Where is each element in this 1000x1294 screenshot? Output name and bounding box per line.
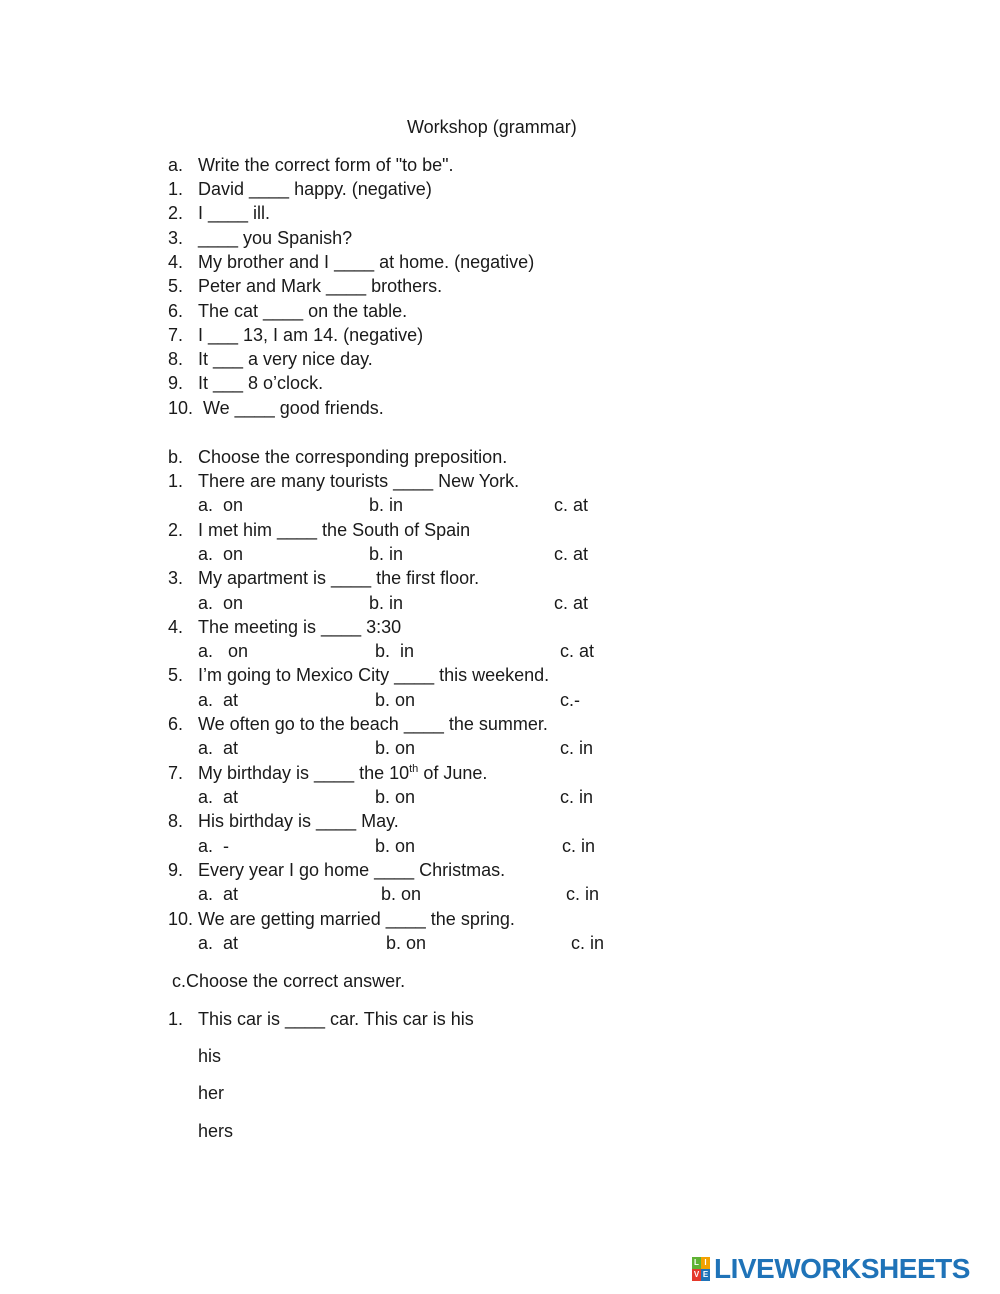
a-item-text: I ____ ill. <box>198 203 271 223</box>
answer-choice[interactable]: her <box>198 1083 225 1103</box>
option-c[interactable]: c. at <box>560 641 595 661</box>
b-item-num: 8. <box>168 811 184 831</box>
option-a[interactable]: a. - <box>198 836 230 856</box>
logo-text: LIVEWORKSHEETS <box>714 1253 970 1284</box>
ordinal-suffix: th <box>409 763 419 775</box>
a-item-num: 4. <box>168 252 184 272</box>
a-item-num: 9. <box>168 373 184 393</box>
a-item-num: 6. <box>168 301 184 321</box>
option-a[interactable]: a. on <box>198 593 244 613</box>
liveworksheets-logo[interactable] <box>692 1253 970 1284</box>
b-item-text: I met him ____ the South of Spain <box>198 520 471 540</box>
option-b[interactable]: b. on <box>375 690 416 710</box>
logo-tile: E <box>702 1270 709 1279</box>
b-item-num: 2. <box>168 520 184 540</box>
section-b-instruction: Choose the corresponding preposition. <box>198 447 508 467</box>
option-c[interactable]: c. in <box>562 836 596 856</box>
option-a[interactable]: a. at <box>198 884 239 904</box>
b-item-num: 4. <box>168 617 184 637</box>
option-c[interactable]: c. at <box>554 495 589 515</box>
a-item-text: The cat ____ on the table. <box>198 301 408 321</box>
option-b[interactable]: b. on <box>381 884 422 904</box>
page-title: Workshop (grammar) <box>407 117 577 137</box>
b-item-num: 1. <box>168 471 184 491</box>
a-item-text: My brother and I ____ at home. (negative) <box>198 252 535 272</box>
option-c[interactable]: c. in <box>566 884 600 904</box>
a-item-num: 8. <box>168 349 184 369</box>
option-a[interactable]: a. at <box>198 933 239 953</box>
a-item-text: Peter and Mark ____ brothers. <box>198 276 443 296</box>
logo-tile: L <box>692 1257 701 1269</box>
b-item-text: I’m going to Mexico City ____ this weekend. <box>198 665 550 685</box>
option-c[interactable]: c. at <box>554 544 589 564</box>
section-c-instruction: c.Choose the correct answer. <box>172 971 406 991</box>
b-item-text: We are getting married ____ the spring. <box>198 909 515 929</box>
a-item-text: It ___ 8 o’clock. <box>198 373 324 393</box>
b-item-num: 3. <box>168 568 184 588</box>
c-item-text: This car is ____ car. This car is his <box>198 1009 474 1029</box>
b-item-text: His birthday is ____ May. <box>198 811 399 831</box>
liveworksheets-logo-icon <box>692 1257 710 1281</box>
a-item-num: 2. <box>168 203 184 223</box>
option-b[interactable]: b. on <box>375 836 416 856</box>
b-item-num: 7. <box>168 763 184 783</box>
a-item-num: 5. <box>168 276 184 296</box>
option-a[interactable]: a. on <box>198 495 244 515</box>
b-item-text: There are many tourists ____ New York. <box>198 471 520 491</box>
option-a[interactable]: a. on <box>198 544 244 564</box>
a-item-num: 10. <box>168 398 194 418</box>
option-b[interactable]: b. on <box>375 738 416 758</box>
option-a[interactable]: a. at <box>198 690 239 710</box>
option-b[interactable]: b. in <box>369 495 404 515</box>
a-item-text: David ____ happy. (negative) <box>198 179 432 199</box>
b-item-text: My apartment is ____ the first floor. <box>198 568 480 588</box>
b-item-text-after: of June. <box>418 763 488 783</box>
option-b[interactable]: b. in <box>375 641 415 661</box>
a-item-num: 7. <box>168 325 184 345</box>
b-item-text: Every year I go home ____ Christmas. <box>198 860 506 880</box>
option-c[interactable]: c.- <box>560 690 580 710</box>
b-item-text-before: My birthday is ____ the 10 <box>198 763 410 783</box>
b-item-num: 6. <box>168 714 184 734</box>
a-item-text: It ___ a very nice day. <box>198 349 373 369</box>
a-item-text: We ____ good friends. <box>198 398 384 418</box>
a-item-text: ____ you Spanish? <box>198 228 353 248</box>
section-a-marker: a. <box>168 155 184 175</box>
b-item-text: We often go to the beach ____ the summer. <box>198 714 548 734</box>
option-b[interactable]: b. on <box>386 933 427 953</box>
option-b[interactable]: b. in <box>369 544 404 564</box>
option-c[interactable]: c. at <box>554 593 589 613</box>
answer-choice[interactable]: his <box>198 1046 222 1066</box>
option-c[interactable]: c. in <box>560 787 594 807</box>
section-b-marker: b. <box>168 447 184 467</box>
option-b[interactable]: b. on <box>375 787 416 807</box>
c-item-num: 1. <box>168 1009 184 1029</box>
a-item-num: 3. <box>168 228 184 248</box>
option-c[interactable]: c. in <box>560 738 594 758</box>
option-b[interactable]: b. in <box>369 593 404 613</box>
b-item-text <box>198 762 487 784</box>
b-item-text: The meeting is ____ 3:30 <box>198 617 402 637</box>
option-a[interactable]: a. at <box>198 738 239 758</box>
section-a-instruction: Write the correct form of "to be". <box>198 155 454 175</box>
option-a[interactable]: a. on <box>198 641 249 661</box>
option-c[interactable]: c. in <box>571 933 605 953</box>
b-item-num: 5. <box>168 665 184 685</box>
b-item-num: 10. <box>168 909 194 929</box>
a-item-text: I ___ 13, I am 14. (negative) <box>198 325 424 345</box>
option-a[interactable]: a. at <box>198 787 239 807</box>
answer-choice[interactable]: hers <box>198 1121 234 1141</box>
b-item-num: 9. <box>168 860 184 880</box>
a-item-num: 1. <box>168 179 184 199</box>
logo-tile: I <box>701 1257 710 1269</box>
logo-tile: V <box>693 1270 700 1279</box>
